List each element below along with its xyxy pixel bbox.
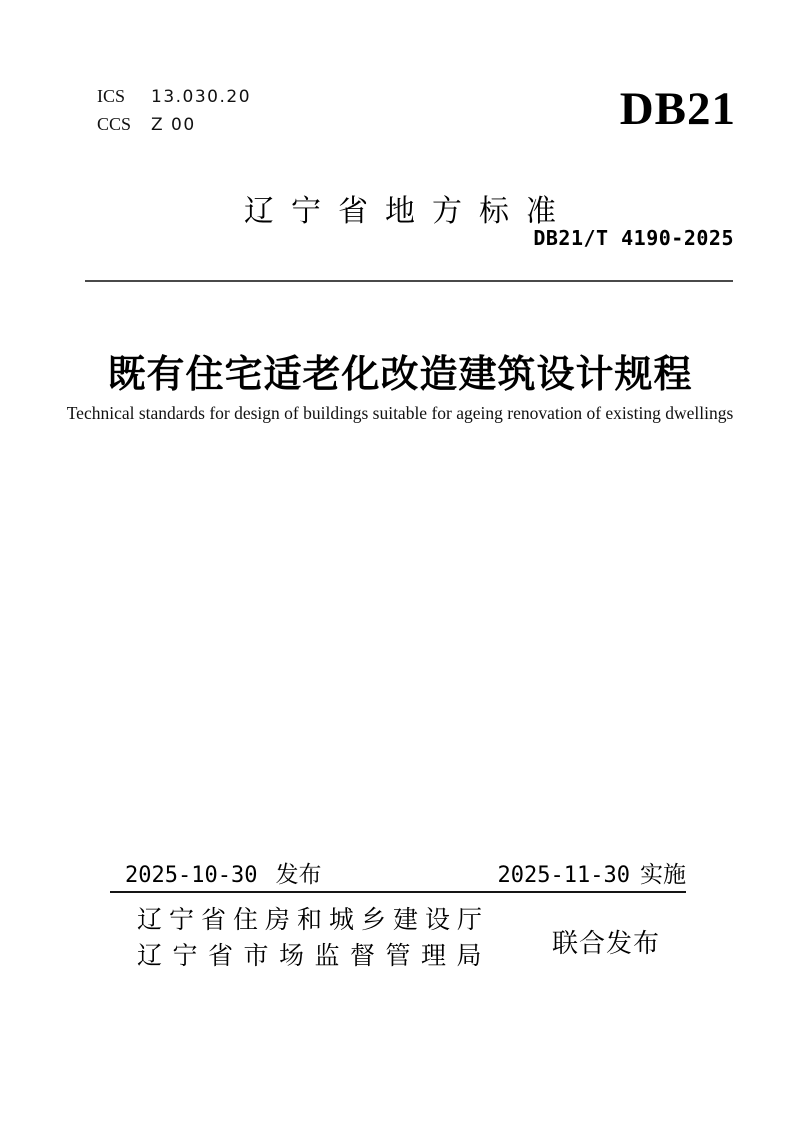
footer-divider-rule: [110, 891, 686, 893]
ics-label: ICS: [97, 86, 126, 106]
ics-row: [97, 83, 251, 111]
ccs-row: [97, 111, 251, 139]
ics-code: 13.030.20: [151, 87, 252, 107]
implementation-date-group: [498, 856, 686, 889]
document-title-chinese: 既有住宅适老化改造建筑设计规程: [107, 354, 693, 396]
issue-date-group: [112, 856, 321, 889]
ccs-label: CCS: [97, 114, 132, 134]
publisher-line: 辽宁省住房和城乡建设厅: [137, 905, 490, 934]
joint-publish-label: 联合发布: [552, 929, 661, 959]
standard-number: DB21/T 4190-2025: [533, 226, 734, 250]
issue-label: 发布: [275, 862, 322, 888]
document-title-english: Technical standards for design of buildings suitable for ageing renovation of existing dwellings: [66, 403, 734, 423]
db21-logo: DB21: [619, 83, 736, 135]
header-divider-rule: [85, 280, 733, 282]
classification-block: [97, 83, 251, 139]
publishers-block: [137, 902, 492, 974]
standard-type-heading: 辽宁省地方标准: [244, 194, 573, 229]
implementation-date: 2025-11-30: [497, 863, 630, 888]
publisher-line: 辽宁省市场监督管理局: [137, 941, 493, 970]
ccs-code: Z 00: [151, 115, 196, 135]
implementation-label: 实施: [640, 862, 686, 888]
issue-date: 2025-10-30: [125, 863, 258, 888]
dates-row: [112, 856, 686, 889]
